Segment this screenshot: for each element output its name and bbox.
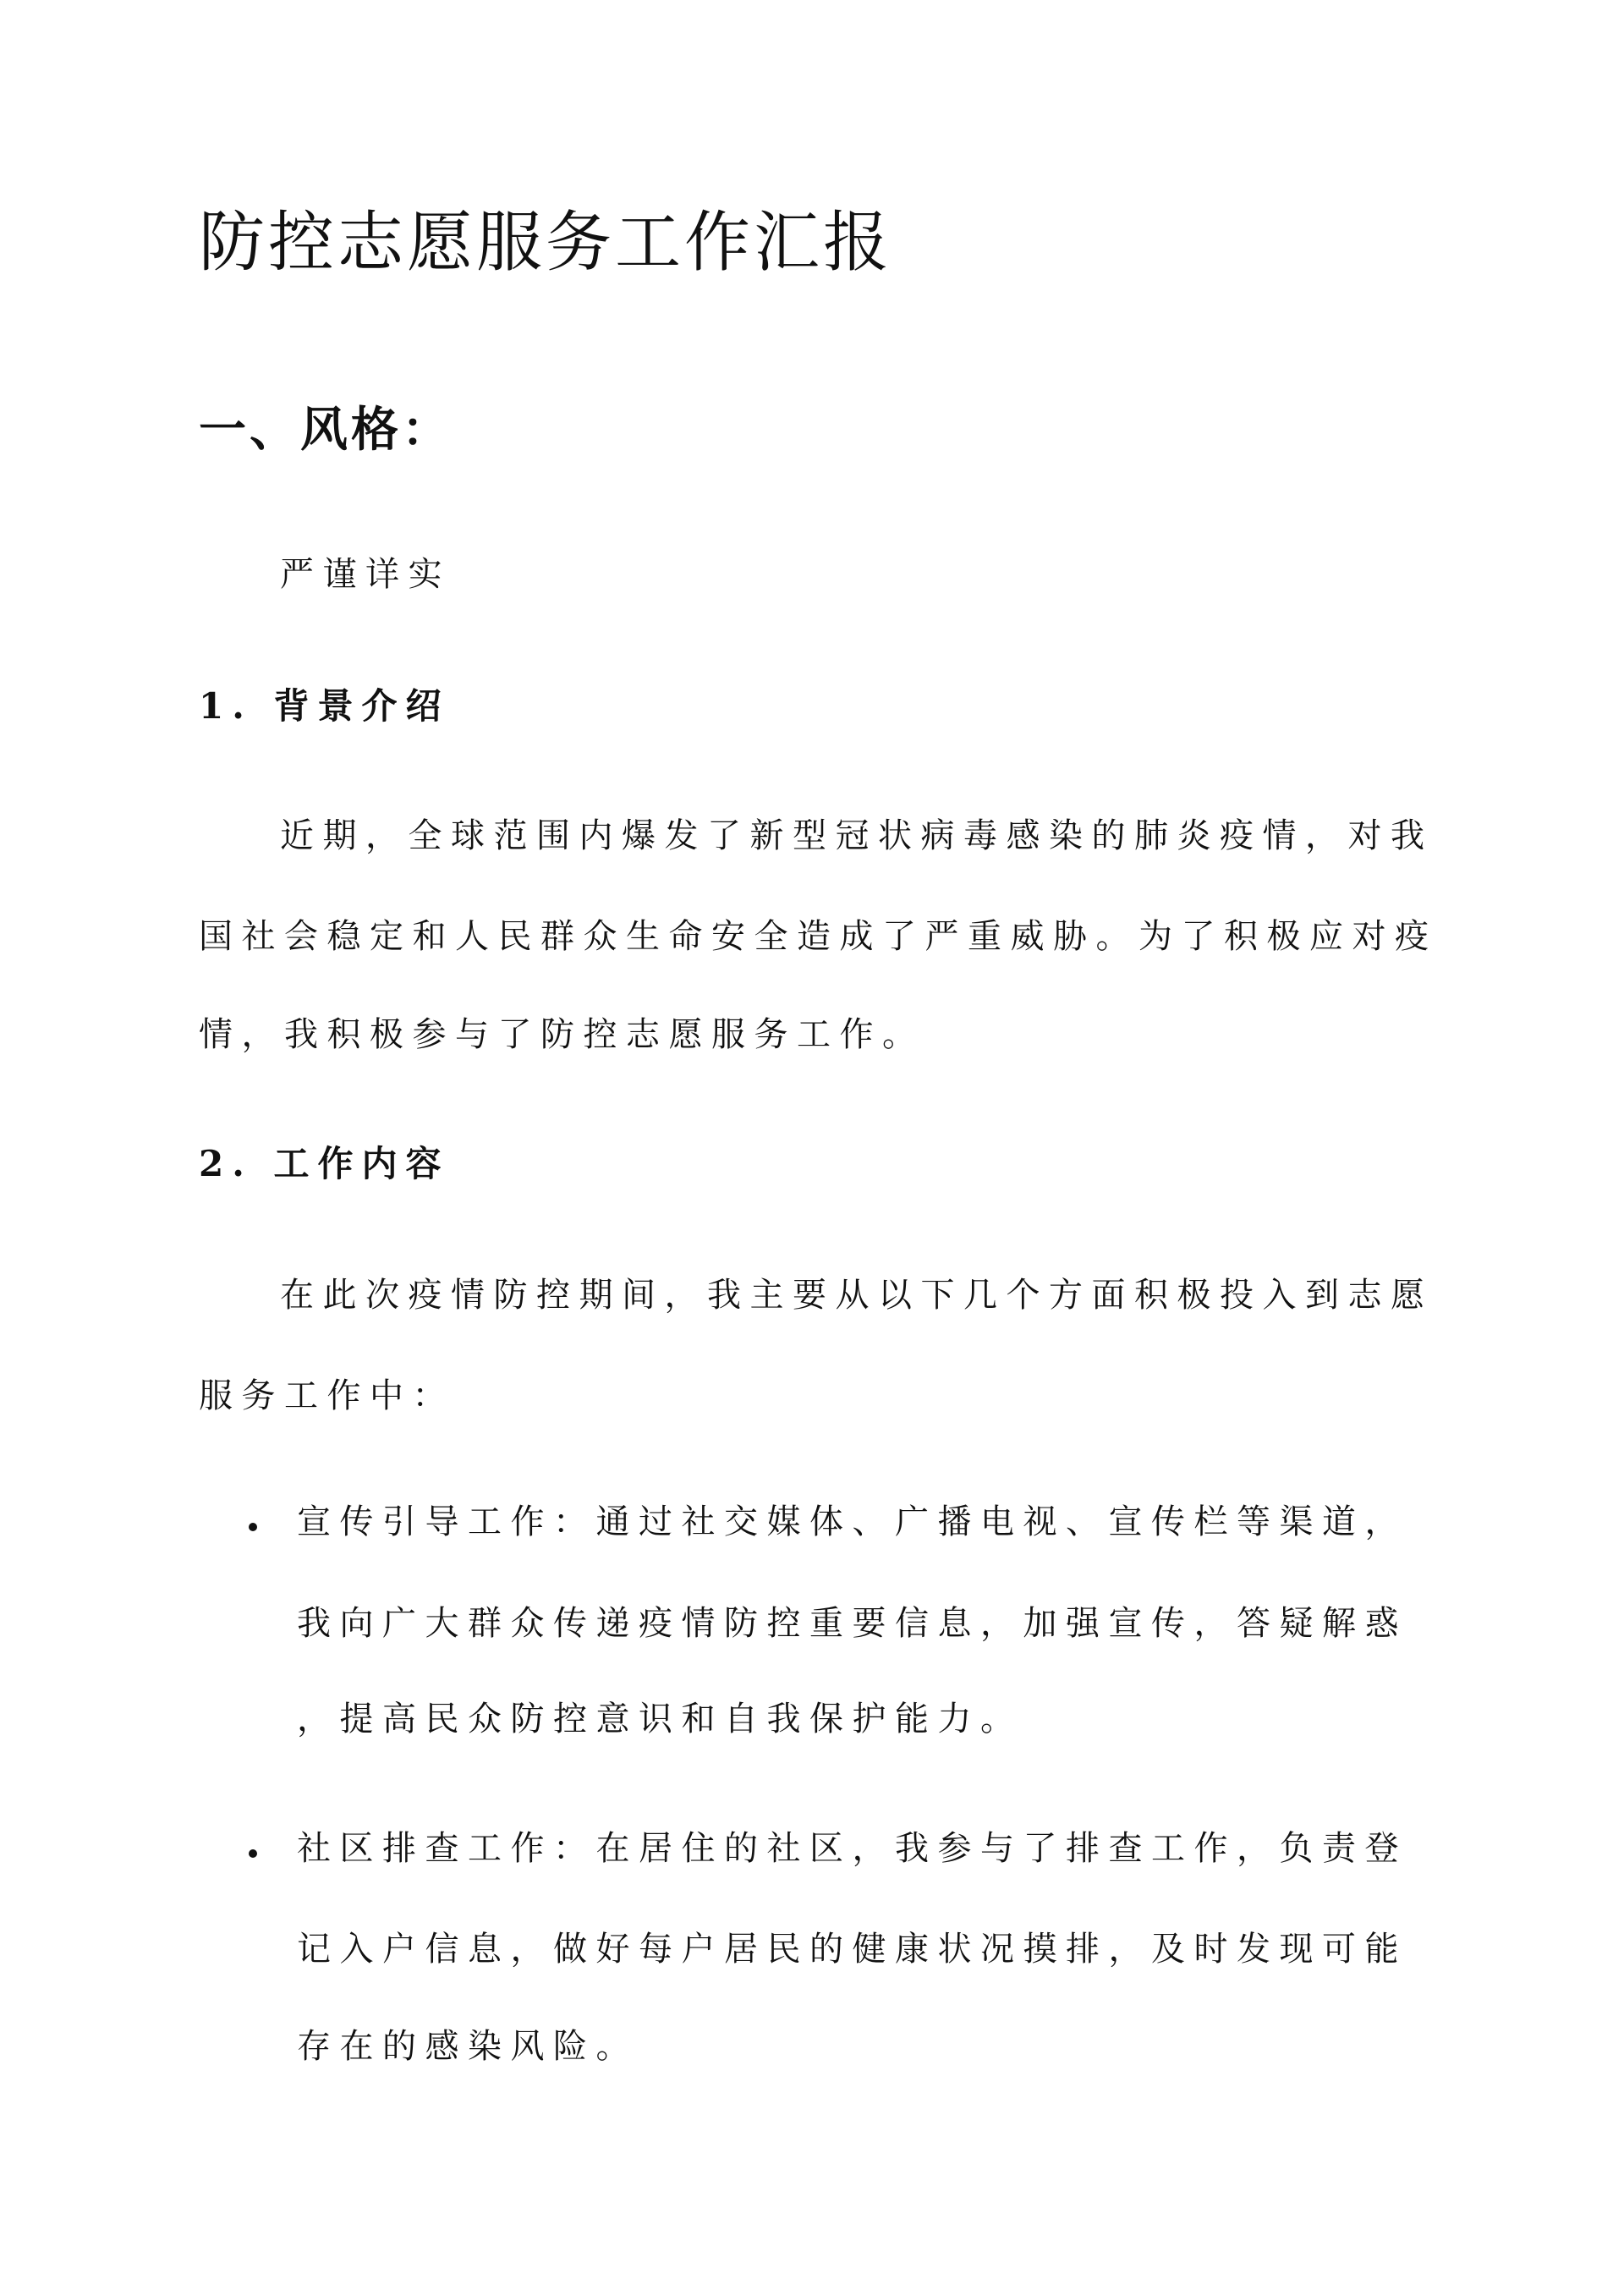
list-item-line: 社区排查工作：在居住的社区，我参与了排查工作，负责登 <box>297 1829 1407 1868</box>
document-title: 防控志愿服务工作汇报 <box>199 205 893 281</box>
list-item-line: 宣传引导工作：通过社交媒体、广播电视、宣传栏等渠道， <box>297 1502 1407 1541</box>
list-item-line: ，提高民众防控意识和自我保护能力。 <box>297 1700 1023 1738</box>
heading-background: 1. 背景介绍 <box>199 685 450 727</box>
paragraph-line: 国社会稳定和人民群众生命安全造成了严重威胁。为了积极应对疫 <box>199 917 1438 956</box>
paragraph-line: 服务工作中： <box>199 1376 455 1415</box>
heading-work-content: 2. 工作内容 <box>199 1143 450 1184</box>
bullet-icon <box>249 1523 257 1531</box>
list-item-line: 存在的感染风险。 <box>297 2027 639 2066</box>
style-text: 严谨详实 <box>280 555 451 594</box>
paragraph-line: 在此次疫情防控期间，我主要从以下几个方面积极投入到志愿 <box>280 1276 1434 1315</box>
section-heading-style: 一、风格： <box>199 402 453 458</box>
list-item-line: 记入户信息，做好每户居民的健康状况摸排，及时发现可能 <box>297 1930 1407 1969</box>
list-item-line: 我向广大群众传递疫情防控重要信息，加强宣传，答疑解惑 <box>297 1604 1407 1643</box>
bullet-icon <box>249 1849 257 1858</box>
paragraph-line: 情，我积极参与了防控志愿服务工作。 <box>199 1015 925 1054</box>
paragraph-line: 近期，全球范围内爆发了新型冠状病毒感染的肺炎疫情，对我 <box>280 816 1434 855</box>
